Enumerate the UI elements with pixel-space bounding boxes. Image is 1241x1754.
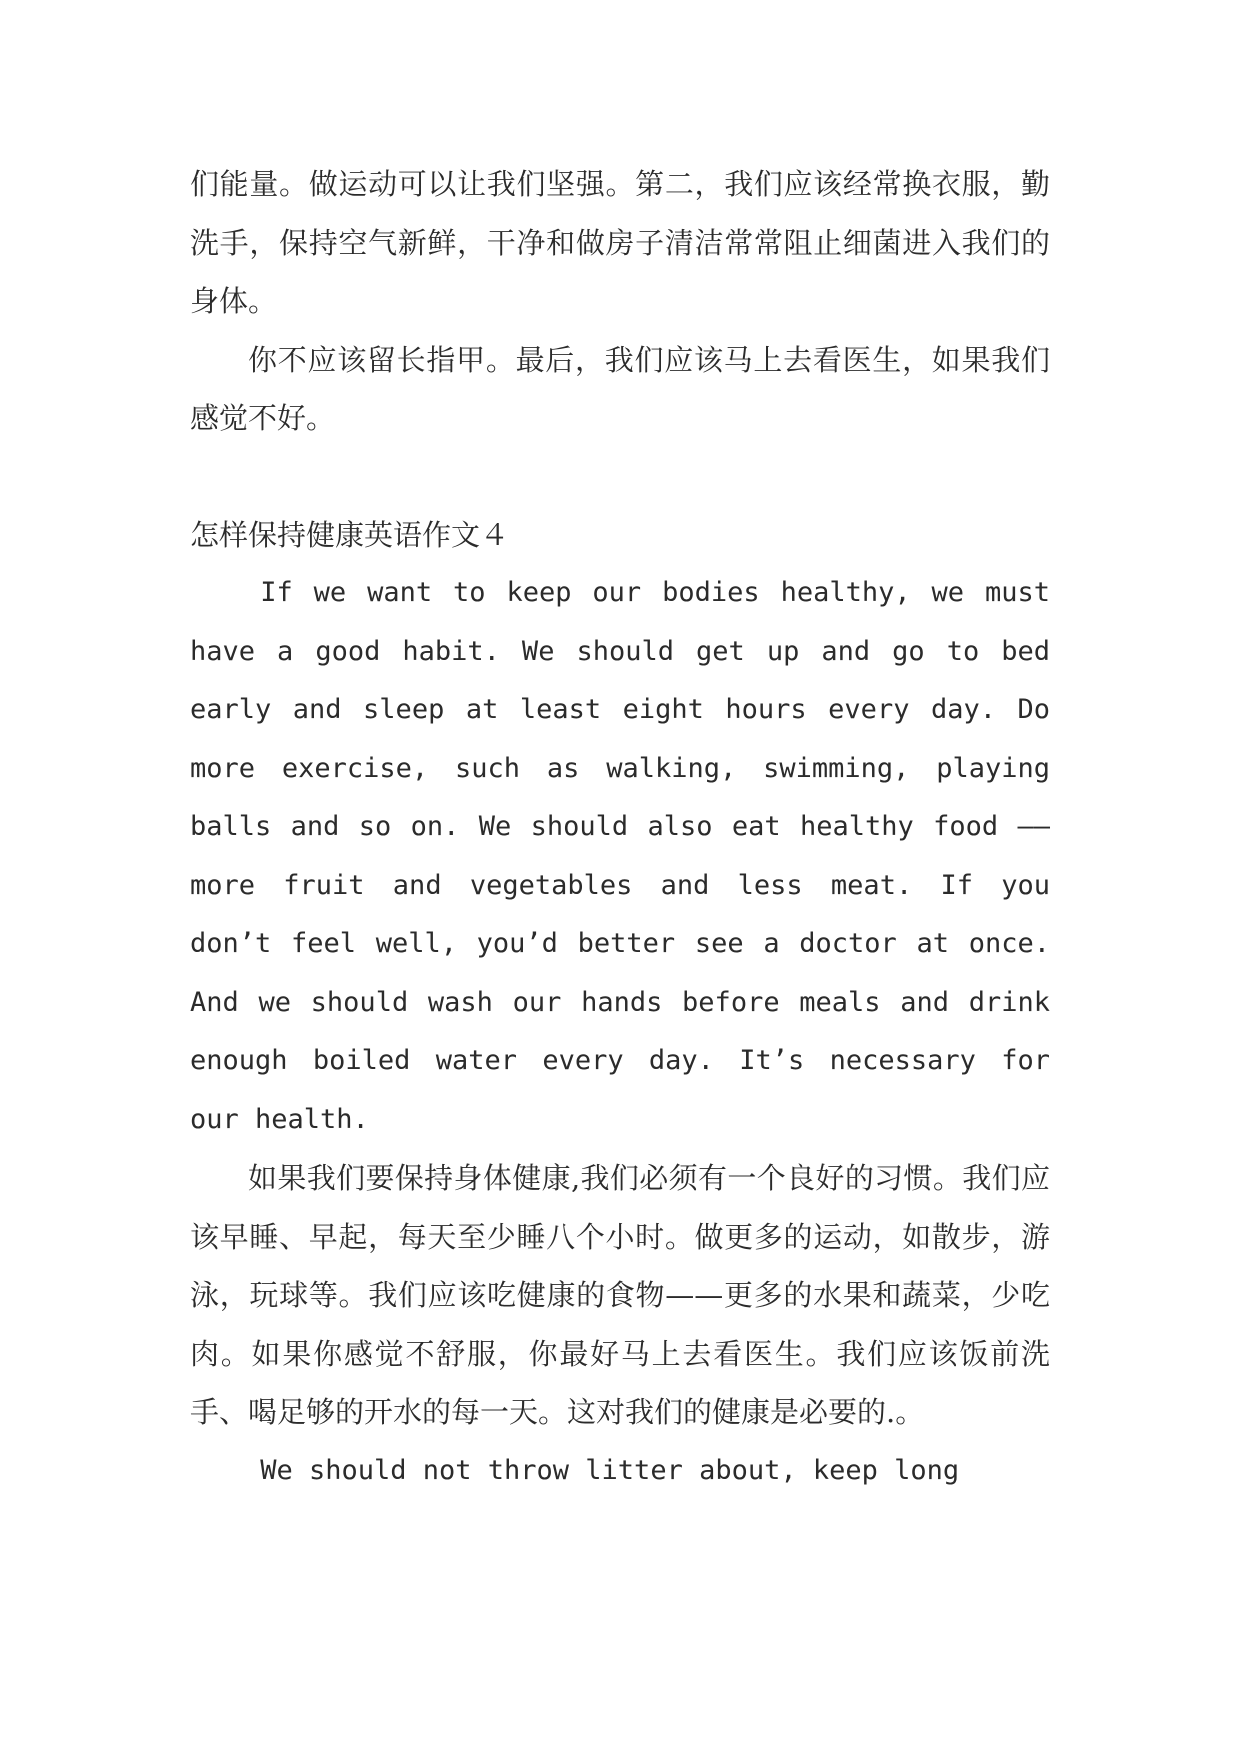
chinese-translation-paragraph: 如果我们要保持身体健康,我们必须有一个良好的习惯。我们应该早睡、早起，每天至少睡八个小时。做更多的运动，如散步，游泳，玩球等。我们应该吃健康的食物——更多的水果和蔬菜，少吃肉。如果你感觉不舒服，你最好马上去看医生。我们应该饭前洗手、喝足够的开水的每一天。这对我们的健康是必要的.。 <box>190 1161 1050 1429</box>
section-gap <box>190 448 1050 506</box>
english-essay-paragraph: If we want to keep our bodies healthy, we must have a good habit. We should get up and go to bed early and sleep at least eight hours every day. Do more exercise, such as walking, swimming, playing balls and so on. We should also eat healthy food —— more fruit and vegetables and less meat. If you don’t feel well, you’d better see a doctor at once. And we should wash our hands before meals and drink enough boiled water every day. It’s necessary for our health. <box>190 577 1050 1135</box>
english-essay-paragraph-2: We should not throw litter about, keep long <box>260 1454 960 1486</box>
paragraph-continuation: 们能量。做运动可以让我们坚强。第二，我们应该经常换衣服，勤洗手，保持空气新鲜，干净和做房子清洁常常阻止细菌进入我们的身体。 <box>190 167 1050 318</box>
section-title: 怎样保持健康英语作文４ <box>190 517 510 552</box>
document-body <box>190 155 1050 1500</box>
paragraph-fingernails: 你不应该留长指甲。最后，我们应该马上去看医生，如果我们感觉不好。 <box>190 342 1050 435</box>
